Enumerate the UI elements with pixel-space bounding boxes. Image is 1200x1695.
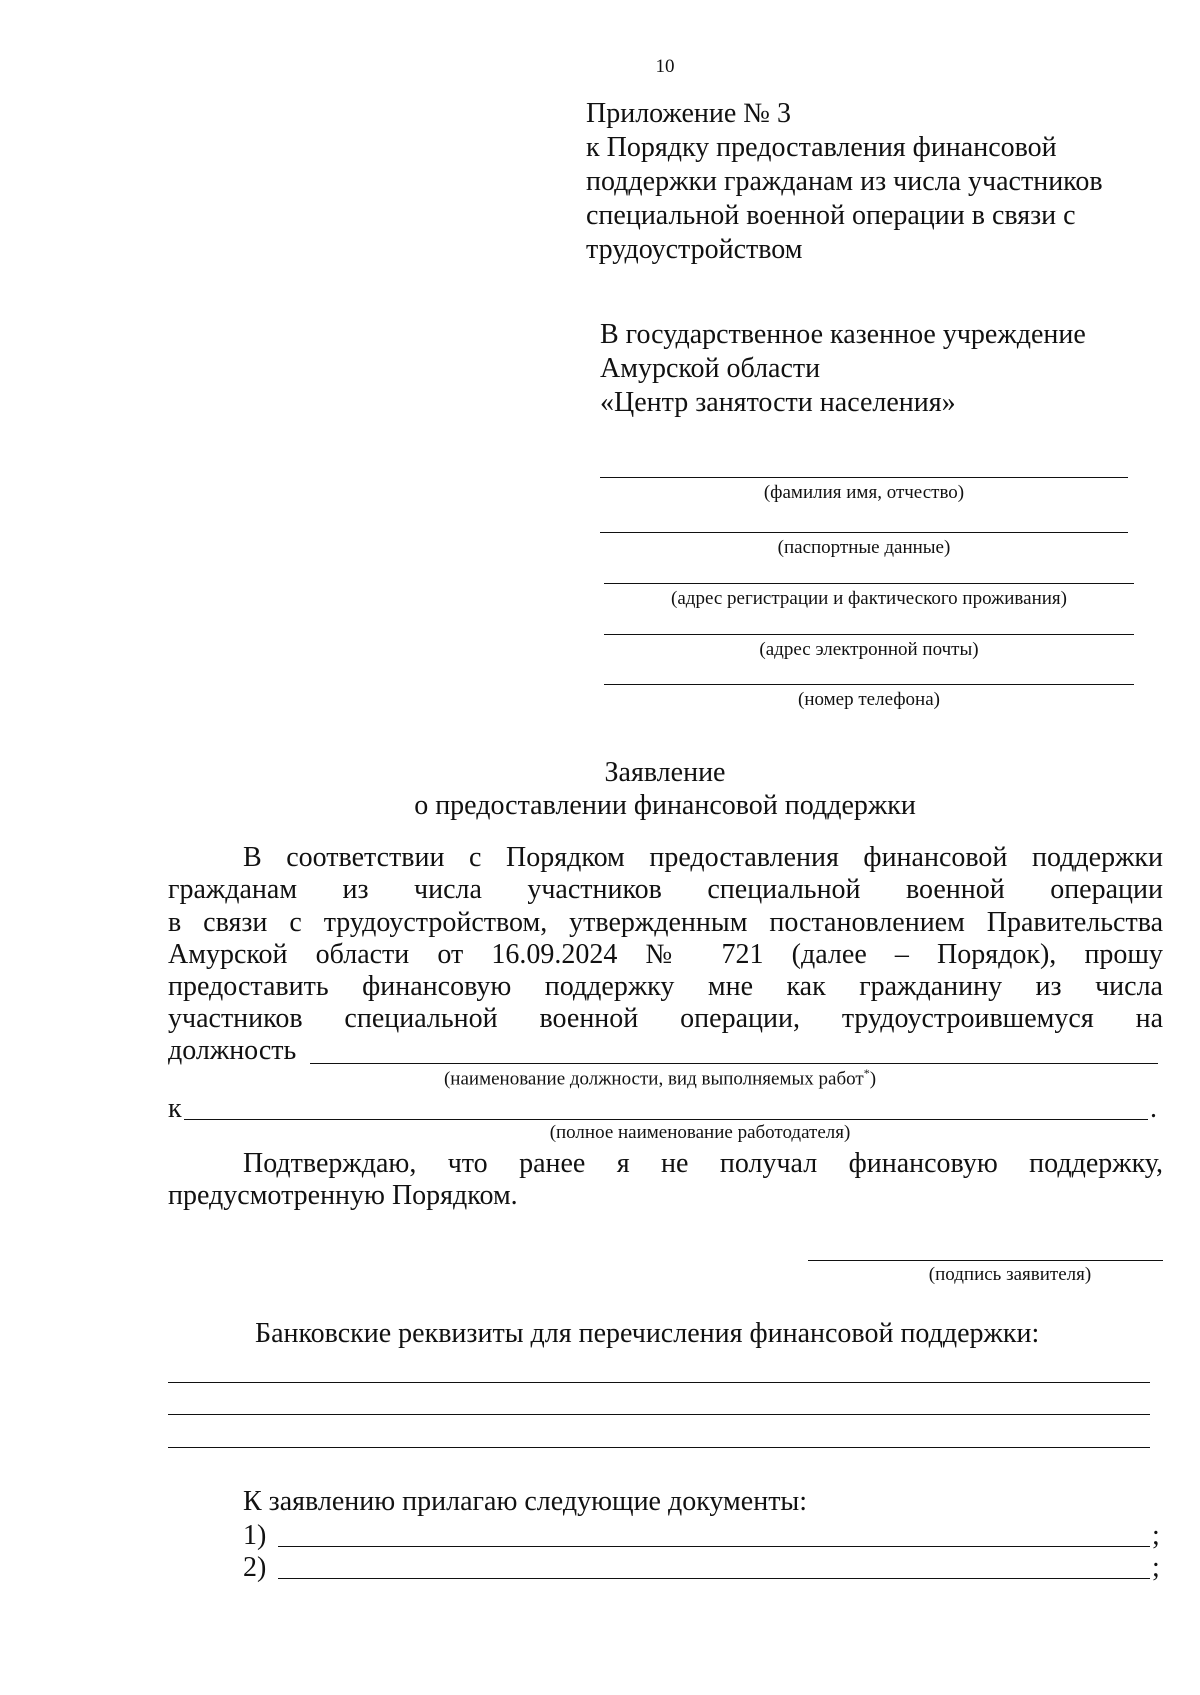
addressee-block [600, 318, 1086, 420]
email-caption: (адрес электронной почты) [759, 639, 979, 660]
employer-field[interactable] [184, 1119, 1148, 1120]
attachment-field[interactable] [278, 1546, 1150, 1547]
position-label: должность [168, 1035, 297, 1066]
signature-caption: (подпись заявителя) [928, 1264, 1092, 1285]
statement-line: участников специальной военной операции, трудоустроившемуся на [168, 1003, 1163, 1034]
phone-caption: (номер телефона) [798, 689, 940, 710]
signature-field[interactable] [808, 1260, 1163, 1261]
bank-details-label: Банковские реквизиты для перечисления финансовой поддержки: [255, 1318, 1040, 1349]
bank-details-line[interactable] [168, 1447, 1150, 1448]
attachment-field[interactable] [278, 1578, 1150, 1579]
bank-details-line[interactable] [168, 1414, 1150, 1415]
confirmation-line: предусмотренную Порядком. [168, 1180, 518, 1211]
document-title: Заявление [604, 757, 726, 788]
employer-label: к [168, 1093, 182, 1124]
attachment-end: ; [1152, 1520, 1160, 1551]
addressee-line: «Центр занятости населения» [600, 387, 956, 418]
footnote-mark: * [863, 1066, 870, 1080]
full-name-caption: (фамилия имя, отчество) [763, 482, 965, 503]
employer-end: . [1150, 1093, 1157, 1124]
statement-line: в связи с трудоустройством, утвержденным постановлением Правительства [168, 907, 1163, 938]
appendix-line: поддержки гражданам из числа участников [586, 166, 1103, 197]
position-caption [310, 1066, 1010, 1090]
passport-field[interactable] [600, 532, 1128, 533]
statement-line: В соответствии с Порядком предоставления финансовой поддержки [243, 842, 1163, 873]
email-field[interactable] [604, 634, 1134, 635]
address-caption: (адрес регистрации и фактического проживания) [671, 588, 1067, 609]
document-subtitle: о предоставлении финансовой поддержки [414, 790, 916, 821]
addressee-line: В государственное казенное учреждение [600, 319, 1086, 350]
statement-line: предоставить финансовую поддержку мне как гражданину из числа [168, 971, 1163, 1002]
attachment-end: ; [1152, 1552, 1160, 1583]
position-field[interactable] [310, 1063, 1158, 1064]
appendix-line: к Порядку предоставления финансовой [586, 132, 1057, 163]
confirmation-line: Подтверждаю, что ранее я не получал финансовую поддержку, [243, 1148, 1163, 1179]
bank-details-line[interactable] [168, 1382, 1150, 1383]
passport-caption: (паспортные данные) [777, 537, 951, 558]
full-name-field[interactable] [600, 477, 1128, 478]
position-caption-text: (наименование должности, вид выполняемых работ [443, 1068, 864, 1090]
appendix-line: трудоустройством [586, 234, 803, 265]
attachment-number: 1) [243, 1520, 267, 1551]
attachments-label: К заявлению прилагаю следующие документы: [243, 1486, 808, 1517]
statement-line: гражданам из числа участников специальной военной операции [168, 874, 1163, 905]
statement-line: Амурской области от 16.09.2024 № 721 (далее – Порядок), прошу [168, 939, 1163, 970]
position-caption-end: ) [869, 1068, 877, 1090]
phone-field[interactable] [604, 684, 1134, 685]
page-number: 10 [655, 56, 675, 77]
appendix-header [586, 97, 1103, 267]
address-field[interactable] [604, 583, 1134, 584]
attachment-number: 2) [243, 1552, 267, 1583]
employer-caption: (полное наименование работодателя) [549, 1122, 851, 1143]
addressee-line: Амурской области [600, 353, 821, 384]
appendix-line: Приложение № 3 [586, 98, 791, 129]
appendix-line: специальной военной операции в связи с [586, 200, 1076, 231]
